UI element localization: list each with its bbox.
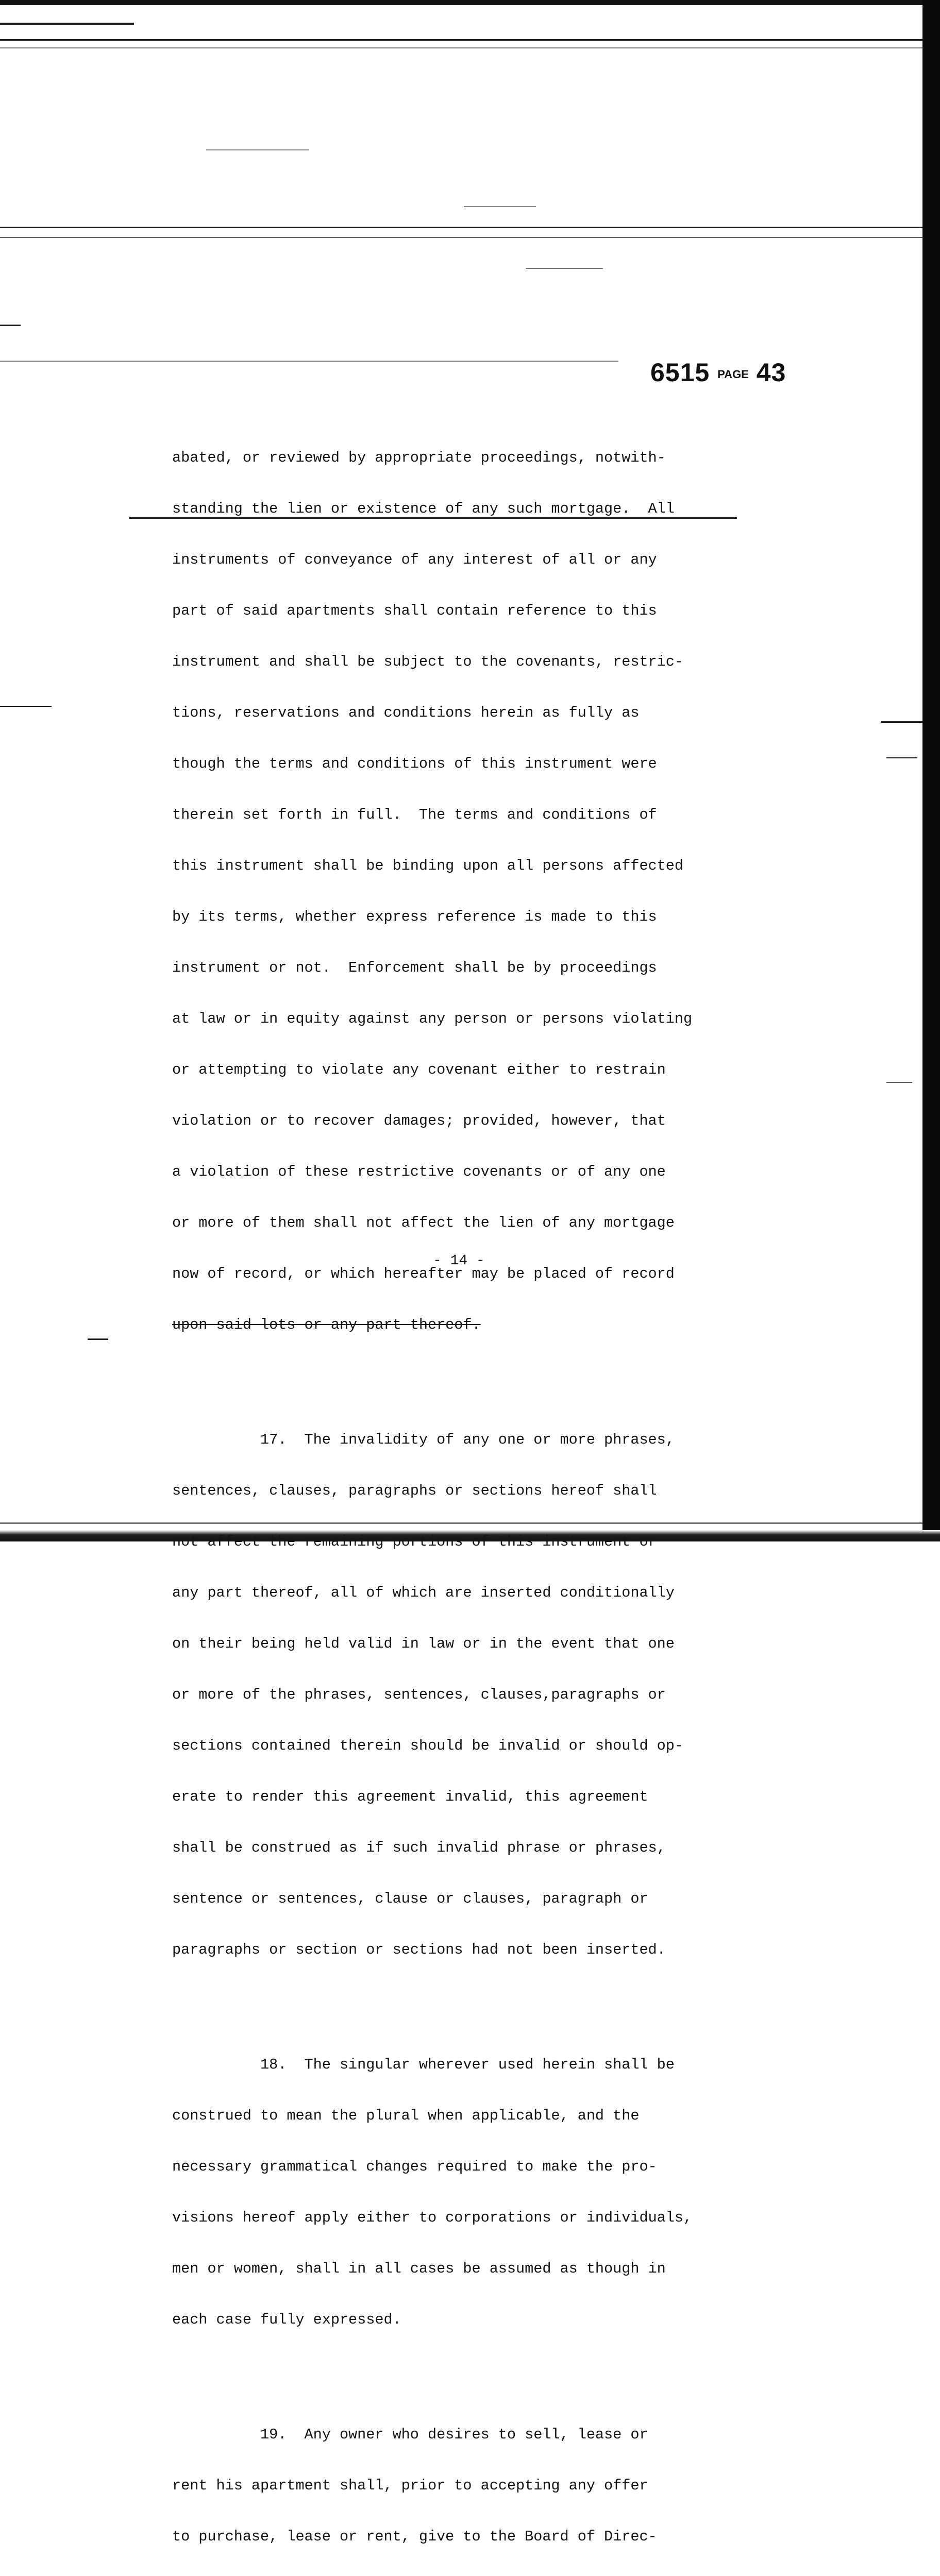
text-line: though the terms and conditions of this instrument were — [172, 755, 657, 772]
page-label: PAGE — [717, 367, 749, 381]
text-line: or attempting to violate any covenant either to restrain — [172, 1061, 666, 1078]
text-line: on their being held valid in law or in the event that one — [172, 1635, 675, 1652]
page-footer-number: - 14 - — [433, 1253, 485, 1269]
text-line: part of said apartments shall contain reference to this — [172, 602, 657, 619]
text-line: 17. The invalidity of any one or more phrases, — [172, 1431, 675, 1448]
text-line: at law or in equity against any person or persons violating — [172, 1010, 693, 1027]
text-line: paragraphs or section or sections had not been inserted. — [172, 1941, 666, 1958]
text-line: shall be construed as if such invalid phrase or phrases, — [172, 1839, 666, 1856]
paragraph-section-18 — [172, 2022, 801, 2362]
text-line: sections contained therein should be invalid or should op- — [172, 1737, 683, 1754]
document-body — [172, 415, 801, 2576]
text-line: necessary grammatical changes required to make the pro- — [172, 2158, 657, 2175]
text-line: to purchase, lease or rent, give to the Board of Direc- — [172, 2528, 657, 2545]
scan-edge-top — [0, 0, 940, 5]
text-line: instruments of conveyance of any interest of all or any — [172, 551, 657, 568]
paragraph-section-19 — [172, 2392, 801, 2576]
book-number: 6515 — [650, 358, 710, 387]
text-line: visions hereof apply either to corporations or individuals, — [172, 2209, 693, 2226]
text-line: or more of them shall not affect the lien of any mortgage — [172, 1214, 675, 1231]
text-line: men or women, shall in all cases be assumed as though in — [172, 2260, 666, 2277]
text-line: instrument or not. Enforcement shall be by proceedings — [172, 959, 657, 976]
book-page-reference — [650, 358, 786, 387]
paragraph-continuation — [172, 415, 801, 1367]
text-line: this instrument shall be binding upon all persons affected — [172, 857, 683, 874]
text-line: not affect the remaining portions of this instrument or — [172, 1533, 657, 1550]
text-line: each case fully expressed. — [172, 2311, 401, 2328]
scan-edge-right — [922, 0, 940, 1541]
text-line: abated, or reviewed by appropriate proceedings, notwith- — [172, 449, 666, 466]
text-line: 18. The singular wherever used herein shall be — [172, 2056, 675, 2073]
text-line: sentences, clauses, paragraphs or sections hereof shall — [172, 1482, 657, 1499]
text-line: rent his apartment shall, prior to accepting any offer — [172, 2477, 648, 2494]
text-line: instrument and shall be subject to the covenants, restric- — [172, 653, 683, 670]
paragraph-section-17 — [172, 1397, 801, 1992]
text-line: violation or to recover damages; provided, however, that — [172, 1112, 666, 1129]
text-line: any part thereof, all of which are inserted conditionally — [172, 1584, 675, 1601]
text-line: or more of the phrases, sentences, clauses,paragraphs or — [172, 1686, 666, 1703]
text-line: standing the lien or existence of any such mortgage. All — [172, 500, 675, 517]
text-line: 19. Any owner who desires to sell, lease or — [172, 2426, 648, 2443]
text-line: tions, reservations and conditions herein as fully as — [172, 704, 640, 721]
text-line: by its terms, whether express reference is made to this — [172, 908, 657, 925]
text-line: construed to mean the plural when applicable, and the — [172, 2107, 640, 2124]
text-line: a violation of these restrictive covenants or of any one — [172, 1163, 666, 1180]
text-line: sentence or sentences, clause or clauses, paragraph or — [172, 1890, 648, 1907]
text-line: now of record, or which hereafter may be placed of record — [172, 1265, 675, 1282]
text-line-struck: upon said lots or any part thereof. — [172, 1316, 481, 1333]
text-line: therein set forth in full. The terms and conditions of — [172, 806, 657, 823]
text-line: erate to render this agreement invalid, this agreement — [172, 1788, 648, 1805]
book-page-number: 43 — [756, 358, 786, 387]
